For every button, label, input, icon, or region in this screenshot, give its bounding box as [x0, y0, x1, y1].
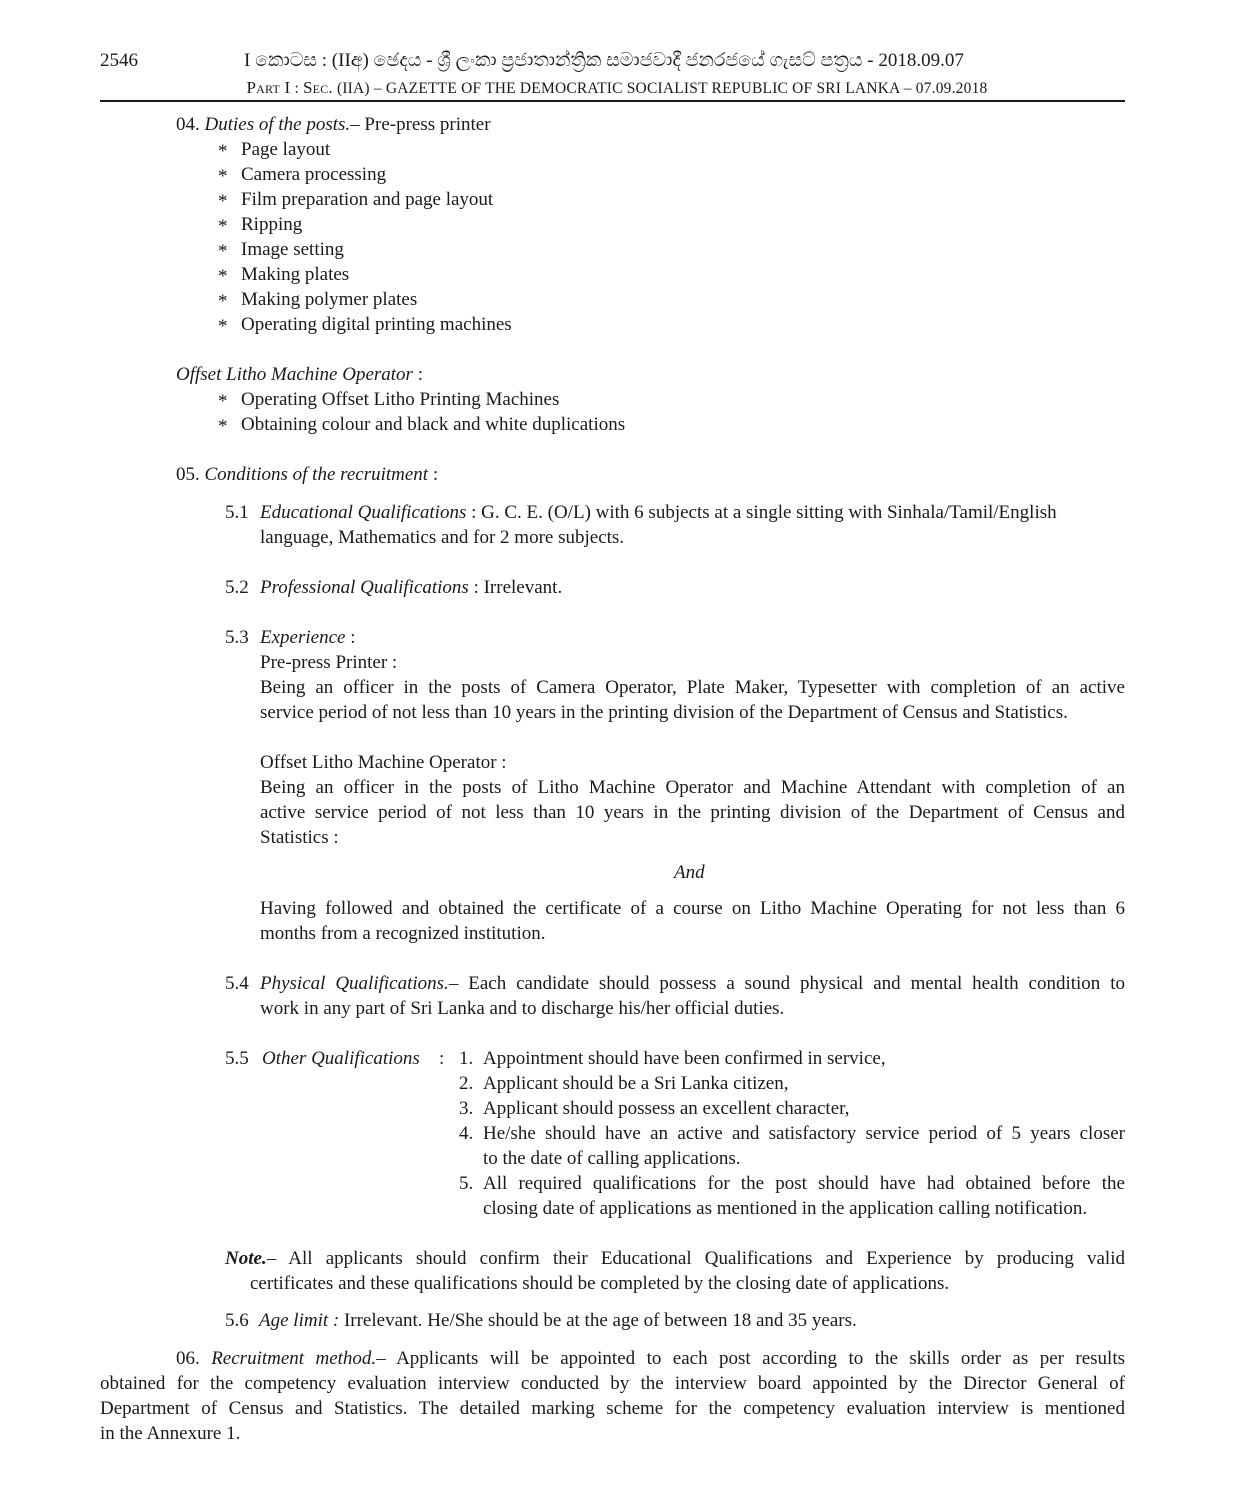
duty-item-text: Making plates — [241, 264, 350, 285]
subsection-5-4-title: Physical Qualifications. — [260, 973, 449, 994]
subsection-5-4-line2: work in any part of Sri Lanka and to discharge his/her official duties. — [260, 998, 785, 1019]
subsection-5-1-line2: language, Mathematics and for 2 more subjects. — [260, 527, 625, 548]
subsection-5-6-line — [259, 1308, 857, 1333]
asterisk-bullet-icon: * — [218, 266, 228, 287]
other-qualification-text: Appointment should have been confirmed in service, — [483, 1048, 886, 1069]
header-english-title — [100, 75, 1134, 101]
section-05-number: 05. — [176, 464, 200, 485]
other-qualification-number: 3. — [459, 1098, 474, 1119]
prepress-experience-line2: service period of not less than 10 years in the printing division of the Department of Census and Statistics. — [260, 702, 1068, 723]
section-06-text: – Applicants will be appointed to each post according to the skills order as per results — [376, 1348, 1126, 1369]
asterisk-bullet-icon: * — [218, 241, 228, 262]
duty-item-text: Ripping — [241, 214, 303, 235]
subsection-5-6-number: 5.6 — [225, 1310, 249, 1331]
section-06-line3: Department of Census and Statistics. The detailed marking scheme for the competency evaluation interview is mentioned — [100, 1398, 1125, 1419]
section-06-line4: in the Annexure 1. — [100, 1423, 241, 1444]
subsection-5-3-colon: : — [345, 627, 356, 648]
prepress-printer-label: Pre-press Printer : — [260, 652, 398, 673]
asterisk-bullet-icon: * — [218, 191, 228, 212]
course-line2: months from a recognized institution. — [260, 923, 546, 944]
offset-litho-label: Offset Litho Machine Operator : — [260, 752, 507, 773]
note-label: Note. — [225, 1248, 267, 1269]
subsection-5-6-title: Age limit : — [259, 1310, 340, 1331]
asterisk-bullet-icon: * — [218, 391, 228, 412]
header-colon: : — [294, 80, 299, 97]
section-04-dash-text: – Pre-press printer — [350, 114, 491, 135]
other-qualification-number: 5. — [459, 1173, 474, 1194]
subsection-5-5-title: Other Qualifications — [262, 1048, 420, 1069]
subsection-5-1-line1 — [260, 500, 1057, 525]
asterisk-bullet-icon: * — [218, 216, 228, 237]
offset-experience-line1: Being an officer in the posts of Litho Machine Operator and Machine Attendant with completion of an — [260, 777, 1125, 798]
asterisk-bullet-icon: * — [218, 416, 228, 437]
offset-duty-item-text: Obtaining colour and black and white duplications — [241, 414, 626, 435]
subsection-5-4-text: – Each candidate should possess a sound physical and mental health condition to — [448, 973, 1125, 994]
duty-item-text: Film preparation and page layout — [241, 189, 494, 210]
note-line1 — [225, 1246, 1125, 1271]
subsection-5-6-text: Irrelevant. He/She should be at the age of between 18 and 35 years. — [339, 1310, 857, 1331]
subsection-5-3-heading — [260, 625, 355, 650]
header-part: Part I — [246, 78, 291, 97]
other-qualification-text: He/she should have an active and satisfactory service period of 5 years closer — [483, 1123, 1125, 1144]
course-line1: Having followed and obtained the certificate of a course on Litho Machine Operating for not less than 6 — [260, 898, 1125, 919]
note-line2: certificates and these qualifications should be completed by the closing date of applications. — [250, 1273, 950, 1294]
header-sinhala-title: I කොටස : (IIඅ) ඡෙදය - ශ්‍රී ලංකා ප්‍රජාතාන්ත්‍රික සමාජවාදී ජනරජයේ ගැසට් පත්‍රය - 2018.09.07 — [244, 50, 964, 71]
duty-item-text: Page layout — [241, 139, 331, 160]
section-04-title: Duties of the posts. — [204, 114, 351, 135]
asterisk-bullet-icon: * — [218, 291, 228, 312]
duty-item-text: Operating digital printing machines — [241, 314, 512, 335]
subsection-5-3-number: 5.3 — [225, 627, 249, 648]
offset-experience-line2: active service period of not less than 10 years in the printing division of the Department of Census and — [260, 802, 1125, 823]
asterisk-bullet-icon: * — [218, 141, 228, 162]
section-06-title: Recruitment method. — [211, 1348, 377, 1369]
prepress-experience-line1: Being an officer in the posts of Camera Operator, Plate Maker, Typesetter with completion of an active — [260, 677, 1125, 698]
header-sec: Sec. — [303, 78, 333, 97]
other-qualification-text: closing date of applications as mentioned in the application calling notification. — [483, 1198, 1088, 1219]
other-qualification-number: 4. — [459, 1123, 474, 1144]
other-qualification-number: 1. — [459, 1048, 474, 1069]
offset-operator-colon: : — [412, 364, 423, 385]
section-06-line2: obtained for the competency evaluation interview conducted by the interview board appointed by the Director General of — [100, 1373, 1125, 1394]
subsection-5-5-number: 5.5 — [225, 1048, 249, 1069]
section-04-number: 04. — [176, 114, 200, 135]
and-separator: And — [674, 862, 705, 883]
offset-duty-item-text: Operating Offset Litho Printing Machines — [241, 389, 560, 410]
subsection-5-4-line1 — [260, 971, 1125, 996]
section-05-title: Conditions of the recruitment — [204, 464, 429, 485]
subsection-5-4-number: 5.4 — [225, 973, 249, 994]
note-text: – All applicants should confirm their Educational Qualifications and Experience by producing valid — [266, 1248, 1125, 1269]
section-06-line1 — [176, 1346, 1125, 1371]
duty-item-text: Making polymer plates — [241, 289, 418, 310]
other-qualification-number: 2. — [459, 1073, 474, 1094]
section-05-colon: : — [428, 464, 439, 485]
subsection-5-1-number: 5.1 — [225, 502, 249, 523]
duty-item-text: Camera processing — [241, 164, 387, 185]
other-qualification-text: to the date of calling applications. — [483, 1148, 741, 1169]
subsection-5-1-title: Educational Qualifications — [260, 502, 467, 523]
subsection-5-2-number: 5.2 — [225, 577, 249, 598]
subsection-5-1-text: : G. C. E. (O/L) with 6 subjects at a single sitting with Sinhala/Tamil/English — [466, 502, 1057, 523]
header-english-rest: (IIA) – GAZETTE OF THE DEMOCRATIC SOCIALIST REPUBLIC OF SRI LANKA – 07.09.2018 — [336, 80, 988, 97]
other-qualification-text: All required qualifications for the post should have had obtained before the — [483, 1173, 1125, 1194]
other-qualification-text: Applicant should be a Sri Lanka citizen, — [483, 1073, 789, 1094]
asterisk-bullet-icon: * — [218, 166, 228, 187]
offset-operator-heading — [176, 362, 423, 387]
offset-experience-line3: Statistics : — [260, 827, 339, 848]
subsection-5-2-text: : Irrelevant. — [468, 577, 563, 598]
asterisk-bullet-icon: * — [218, 316, 228, 337]
section-04-heading — [176, 112, 491, 137]
subsection-5-2-title: Professional Qualifications — [260, 577, 469, 598]
page-number: 2546 — [100, 50, 138, 71]
other-qualification-text: Applicant should possess an excellent character, — [483, 1098, 850, 1119]
subsection-5-3-title: Experience — [260, 627, 346, 648]
offset-operator-title: Offset Litho Machine Operator — [176, 364, 413, 385]
duty-item-text: Image setting — [241, 239, 344, 260]
subsection-5-5-colon: : — [439, 1048, 445, 1069]
header-rule — [100, 100, 1125, 102]
subsection-5-2-line — [260, 575, 562, 600]
section-05-heading — [176, 462, 438, 487]
section-06-number: 06. — [176, 1348, 200, 1369]
